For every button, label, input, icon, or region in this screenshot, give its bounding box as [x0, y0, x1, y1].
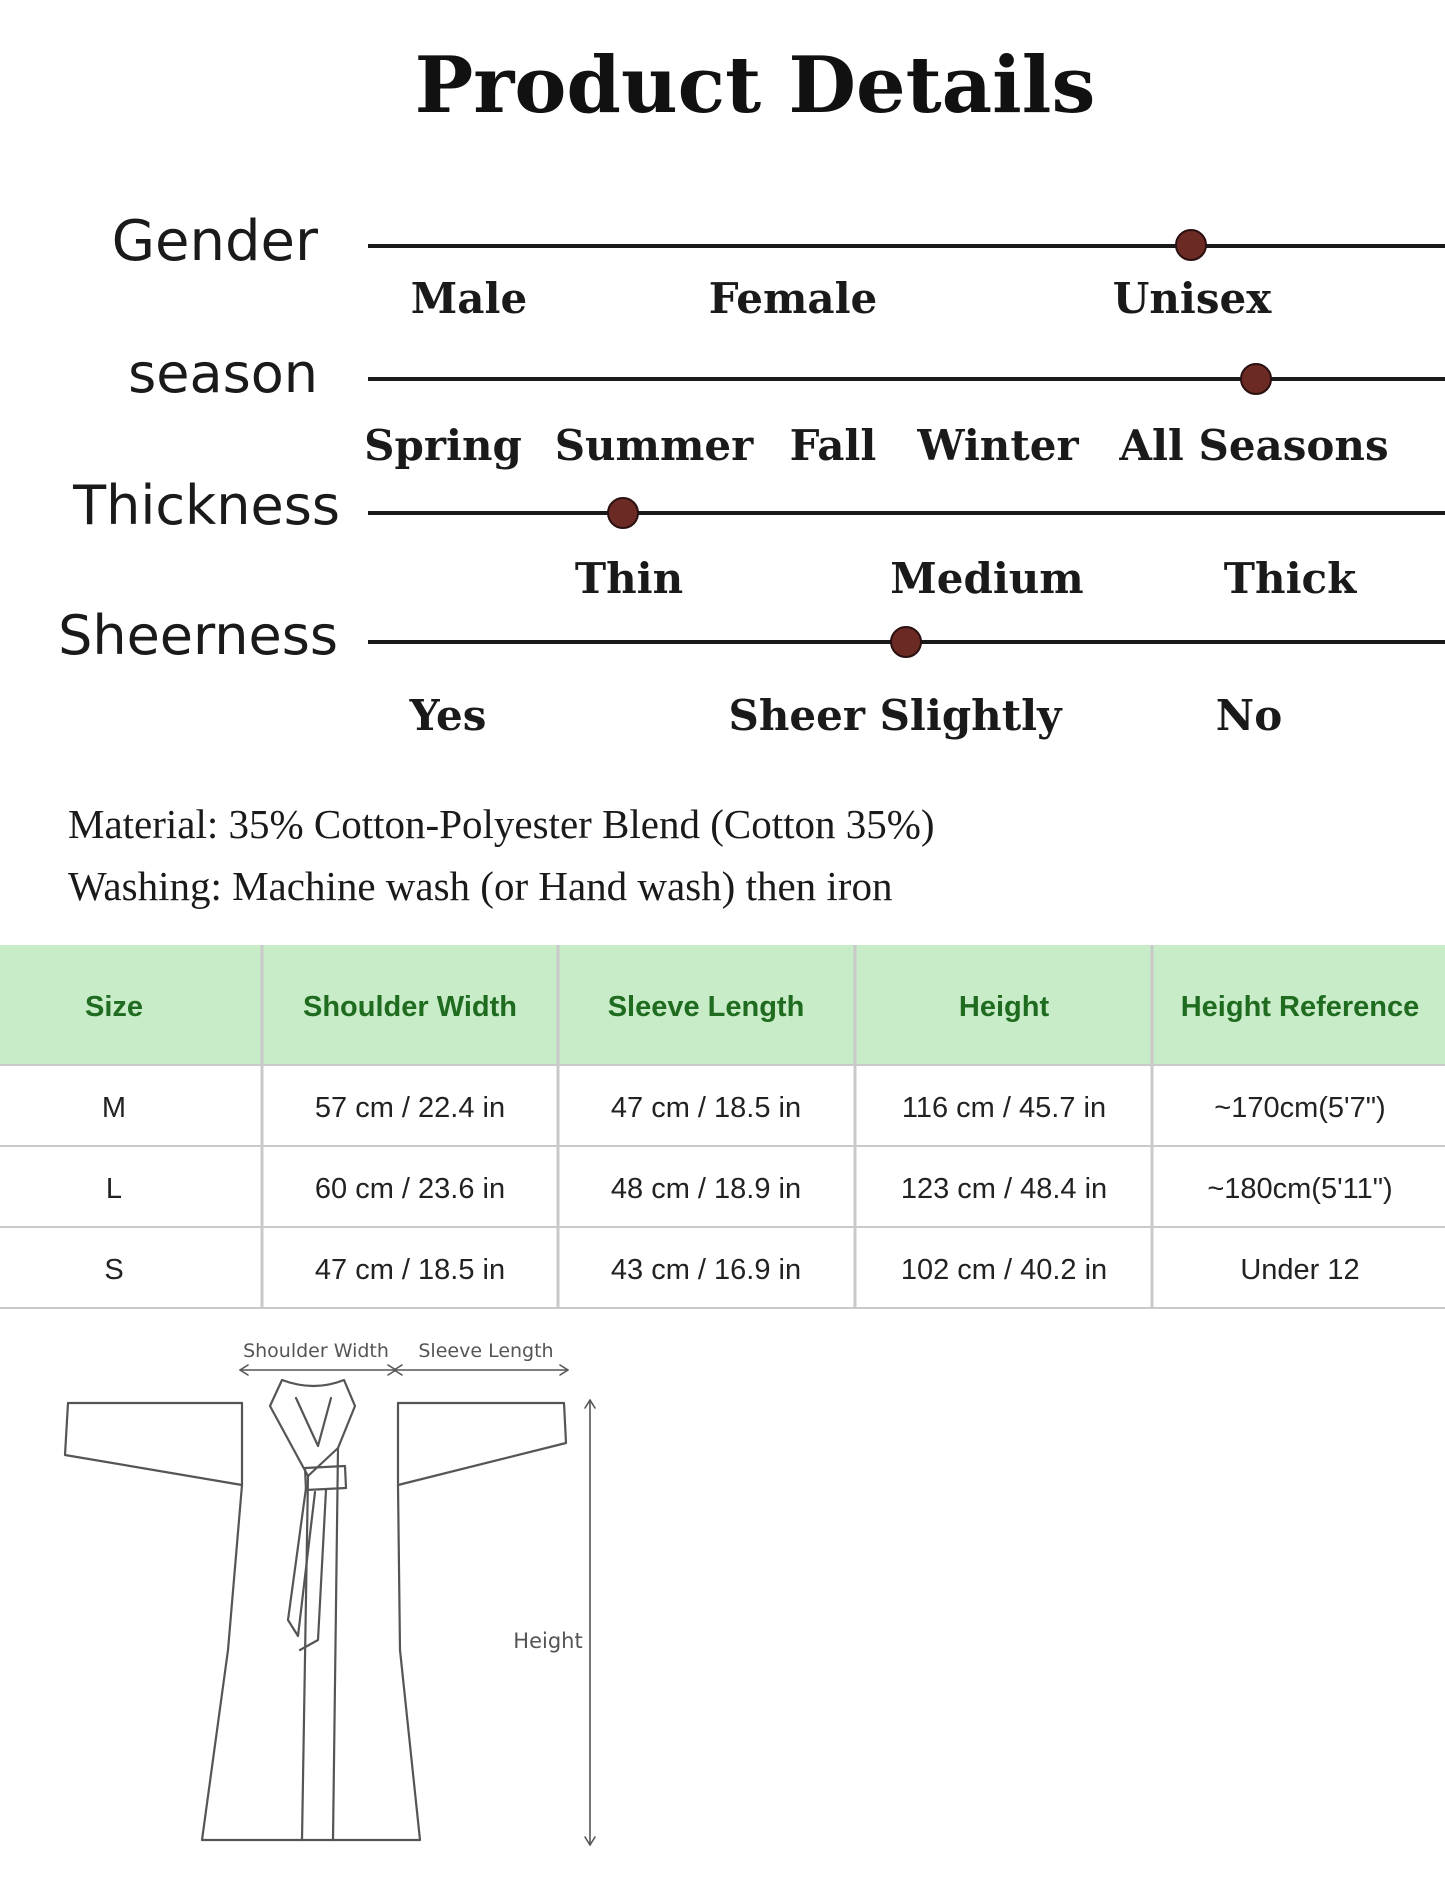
table-cell-height-reference: Under 12: [1240, 1254, 1360, 1286]
table-cell-size: S: [104, 1254, 124, 1286]
table-header-height: Height: [958, 991, 1050, 1023]
sleeve-length-label: Sleeve Length: [418, 1340, 554, 1362]
table-cell-size: M: [101, 1092, 127, 1124]
sheerness-option-no: No: [1215, 691, 1283, 740]
table-cell-height: 102 cm / 40.2 in: [900, 1254, 1108, 1286]
table-cell-size: L: [105, 1173, 123, 1205]
thickness-option-thick: Thick: [1223, 554, 1357, 603]
gender-label: Gender: [111, 209, 318, 274]
season-marker: [1241, 364, 1271, 394]
material-text: Material: 35% Cotton-Polyester Blend (Cotton 35%): [68, 801, 935, 847]
table-cell-shoulder-width: 60 cm / 23.6 in: [314, 1173, 506, 1205]
washing-text: Washing: Machine wash (or Hand wash) then iron: [68, 863, 893, 909]
table-cell-height-reference: ~180cm(5'11"): [1207, 1173, 1393, 1205]
table-cell-sleeve-length: 43 cm / 16.9 in: [610, 1254, 802, 1286]
season-option-spring: Spring: [364, 421, 522, 470]
season-option-summer: Summer: [554, 421, 754, 470]
table-cell-height: 123 cm / 48.4 in: [900, 1173, 1108, 1205]
table-cell-height-reference: ~170cm(5'7"): [1214, 1092, 1386, 1124]
gender-option-male: Male: [410, 274, 528, 323]
season-option-winter: Winter: [917, 421, 1079, 470]
season-label: season: [128, 342, 318, 405]
table-header-size: Size: [84, 991, 144, 1023]
garment-diagram: [65, 1340, 595, 1845]
tie-bow: [305, 1466, 346, 1490]
table-header-height-reference: Height Reference: [1180, 991, 1420, 1023]
table-header-shoulder-width: Shoulder Width: [303, 991, 517, 1023]
gender-option-unisex: Unisex: [1112, 274, 1272, 323]
sheerness-marker: [891, 627, 921, 657]
collar: [270, 1380, 355, 1476]
size-table: [0, 945, 1445, 1308]
shoulder-width-arrow: [240, 1365, 396, 1375]
thickness-option-thin: Thin: [574, 554, 684, 603]
table-cell-height: 116 cm / 45.7 in: [901, 1092, 1107, 1124]
sleeve-length-arrow: [394, 1365, 568, 1375]
sheerness-option-yes: Yes: [409, 691, 487, 740]
shoulder-width-label: Shoulder Width: [243, 1340, 389, 1362]
left-sleeve: [65, 1403, 242, 1485]
table-cell-shoulder-width: 47 cm / 18.5 in: [314, 1254, 506, 1286]
page-title: Product Details: [414, 40, 1096, 131]
table-cell-shoulder-width: 57 cm / 22.4 in: [314, 1092, 506, 1124]
height-arrow: [585, 1400, 595, 1845]
gender-marker: [1176, 230, 1206, 260]
sheerness-label: Sheerness: [58, 604, 338, 667]
table-cell-sleeve-length: 47 cm / 18.5 in: [610, 1092, 802, 1124]
table-header-sleeve-length: Sleeve Length: [607, 991, 805, 1023]
thickness-label: Thickness: [73, 474, 340, 537]
thickness-marker: [608, 498, 638, 528]
right-sleeve: [398, 1403, 566, 1485]
collar-inner: [296, 1398, 331, 1446]
front-panel: [302, 1448, 338, 1840]
gender-option-female: Female: [708, 274, 878, 323]
season-option-all-seasons: All Seasons: [1119, 421, 1389, 470]
season-option-fall: Fall: [789, 421, 877, 470]
thickness-option-medium: Medium: [890, 554, 1084, 603]
sheerness-option-sheer-slightly: Sheer Slightly: [728, 691, 1062, 740]
height-label: Height: [513, 1629, 583, 1653]
table-cell-sleeve-length: 48 cm / 18.9 in: [610, 1173, 802, 1205]
